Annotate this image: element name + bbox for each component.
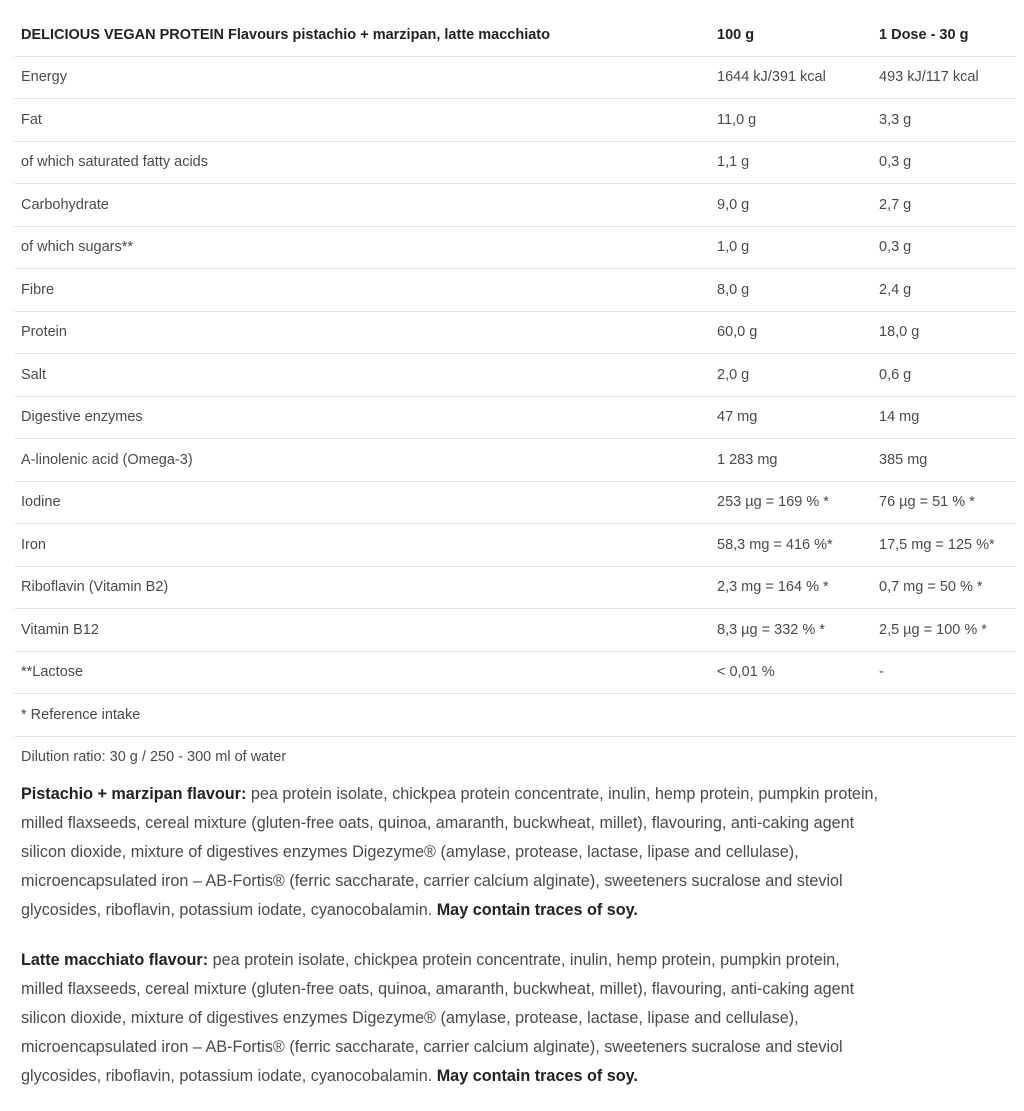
value-per-dose: 385 mg: [872, 439, 1016, 482]
nutrition-table: [14, 14, 1016, 778]
value-per-100g: 1644 kJ/391 kcal: [710, 56, 872, 99]
table-row: [14, 396, 1016, 439]
ingredients-text: pea protein isolate, chickpea protein concentrate, inulin, hemp protein, pumpkin protein,: [246, 785, 879, 803]
ingredients-line: microencapsulated iron – AB-Fortis® (ferric saccharate, carrier calcium alginate), sweeteners sucralose and steviol: [21, 872, 843, 890]
value-per-100g: 1,1 g: [710, 141, 872, 184]
table-row: [14, 439, 1016, 482]
value-per-100g: 8,3 µg = 332 % *: [710, 609, 872, 652]
nutrient-name: Iodine: [14, 481, 710, 524]
ingredients-line: microencapsulated iron – AB-Fortis® (ferric saccharate, carrier calcium alginate), sweeteners sucralose and steviol: [21, 1038, 843, 1056]
value-per-dose: 14 mg: [872, 396, 1016, 439]
table-row: [14, 481, 1016, 524]
value-per-100g: 2,3 mg = 164 % *: [710, 566, 872, 609]
nutrient-name: Protein: [14, 311, 710, 354]
table-row: [14, 354, 1016, 397]
table-row: [14, 566, 1016, 609]
pistachio-flavour-label: Pistachio + marzipan flavour:: [21, 785, 247, 803]
table-row: [14, 184, 1016, 227]
nutrient-name: **Lactose: [14, 651, 710, 694]
value-per-100g: 60,0 g: [710, 311, 872, 354]
table-header-row: [14, 14, 1016, 56]
table-row: [14, 269, 1016, 312]
value-per-dose: 0,3 g: [872, 226, 1016, 269]
latte-ingredients: [21, 946, 1006, 1091]
value-per-100g: 47 mg: [710, 396, 872, 439]
value-per-dose: 493 kJ/117 kcal: [872, 56, 1016, 99]
table-row: [14, 99, 1016, 142]
ingredients-line: [21, 896, 1006, 925]
dilution-row: [14, 736, 1016, 778]
value-per-dose: 2,7 g: [872, 184, 1016, 227]
ingredients-line: [21, 780, 1006, 809]
value-per-100g: 58,3 mg = 416 %*: [710, 524, 872, 567]
ingredients-line: [21, 946, 1006, 975]
nutrient-name: Vitamin B12: [14, 609, 710, 652]
value-per-100g: 9,0 g: [710, 184, 872, 227]
value-per-dose: 0,3 g: [872, 141, 1016, 184]
ingredients-text: pea protein isolate, chickpea protein concentrate, inulin, hemp protein, pumpkin protein,: [208, 951, 840, 969]
ingredients-text: glycosides, riboflavin, potassium iodate, cyanocobalamin.: [21, 1067, 437, 1085]
latte-flavour-label: Latte macchiato flavour:: [21, 951, 209, 969]
nutrient-name: Fat: [14, 99, 710, 142]
table-row: [14, 524, 1016, 567]
nutrient-name: Carbohydrate: [14, 184, 710, 227]
table-row: [14, 141, 1016, 184]
nutrient-name: of which sugars**: [14, 226, 710, 269]
pistachio-ingredients: [21, 780, 1006, 925]
ingredients-line: milled flaxseeds, cereal mixture (gluten-free oats, quinoa, amaranth, buckwheat, millet), flavouring, anti-caking agent: [21, 814, 855, 832]
product-title-header: DELICIOUS VEGAN PROTEIN Flavours pistachio + marzipan, latte macchiato: [14, 14, 710, 56]
value-per-100g: < 0,01 %: [710, 651, 872, 694]
value-per-dose: 2,5 µg = 100 % *: [872, 609, 1016, 652]
ingredients-line: milled flaxseeds, cereal mixture (gluten-free oats, quinoa, amaranth, buckwheat, millet), flavouring, anti-caking agent: [21, 980, 855, 998]
nutrient-name: of which saturated fatty acids: [14, 141, 710, 184]
nutrient-name: Iron: [14, 524, 710, 567]
nutrient-name: Riboflavin (Vitamin B2): [14, 566, 710, 609]
reference-intake-note: * Reference intake: [14, 694, 1016, 737]
value-per-dose: 0,7 mg = 50 % *: [872, 566, 1016, 609]
value-per-100g: 1 283 mg: [710, 439, 872, 482]
value-per-dose: 0,6 g: [872, 354, 1016, 397]
dilution-ratio-note: Dilution ratio: 30 g / 250 - 300 ml of water: [21, 749, 287, 766]
value-per-dose: 18,0 g: [872, 311, 1016, 354]
allergen-warning: May contain traces of soy.: [436, 901, 638, 919]
nutrient-name: Energy: [14, 56, 710, 99]
value-per-100g: 2,0 g: [710, 354, 872, 397]
ingredients-line: silicon dioxide, mixture of digestives enzymes Digezyme® (amylase, protease, lactase, lipase and cellulase),: [21, 1009, 799, 1027]
value-per-100g: 11,0 g: [710, 99, 872, 142]
value-per-dose: 3,3 g: [872, 99, 1016, 142]
value-per-dose: 2,4 g: [872, 269, 1016, 312]
table-row: [14, 311, 1016, 354]
nutrient-name: A-linolenic acid (Omega-3): [14, 439, 710, 482]
value-per-dose: -: [872, 651, 1016, 694]
reference-intake-row: [14, 694, 1016, 737]
nutrient-name: Digestive enzymes: [14, 396, 710, 439]
ingredients-text: glycosides, riboflavin, potassium iodate, cyanocobalamin.: [21, 901, 437, 919]
table-row: [14, 226, 1016, 269]
table-row: [14, 609, 1016, 652]
per-100g-header: 100 g: [710, 14, 872, 56]
value-per-100g: 1,0 g: [710, 226, 872, 269]
value-per-100g: 253 µg = 169 % *: [710, 481, 872, 524]
value-per-dose: 76 µg = 51 % *: [872, 481, 1016, 524]
ingredients-line: silicon dioxide, mixture of digestives enzymes Digezyme® (amylase, protease, lactase, lipase and cellulase),: [21, 843, 799, 861]
ingredients-line: [21, 1062, 1006, 1091]
nutrient-name: Salt: [14, 354, 710, 397]
nutrient-name: Fibre: [14, 269, 710, 312]
value-per-100g: 8,0 g: [710, 269, 872, 312]
per-dose-header: 1 Dose - 30 g: [872, 14, 1016, 56]
value-per-dose: 17,5 mg = 125 %*: [872, 524, 1016, 567]
allergen-warning: May contain traces of soy.: [436, 1067, 638, 1085]
table-row: [14, 56, 1016, 99]
table-row: [14, 651, 1016, 694]
